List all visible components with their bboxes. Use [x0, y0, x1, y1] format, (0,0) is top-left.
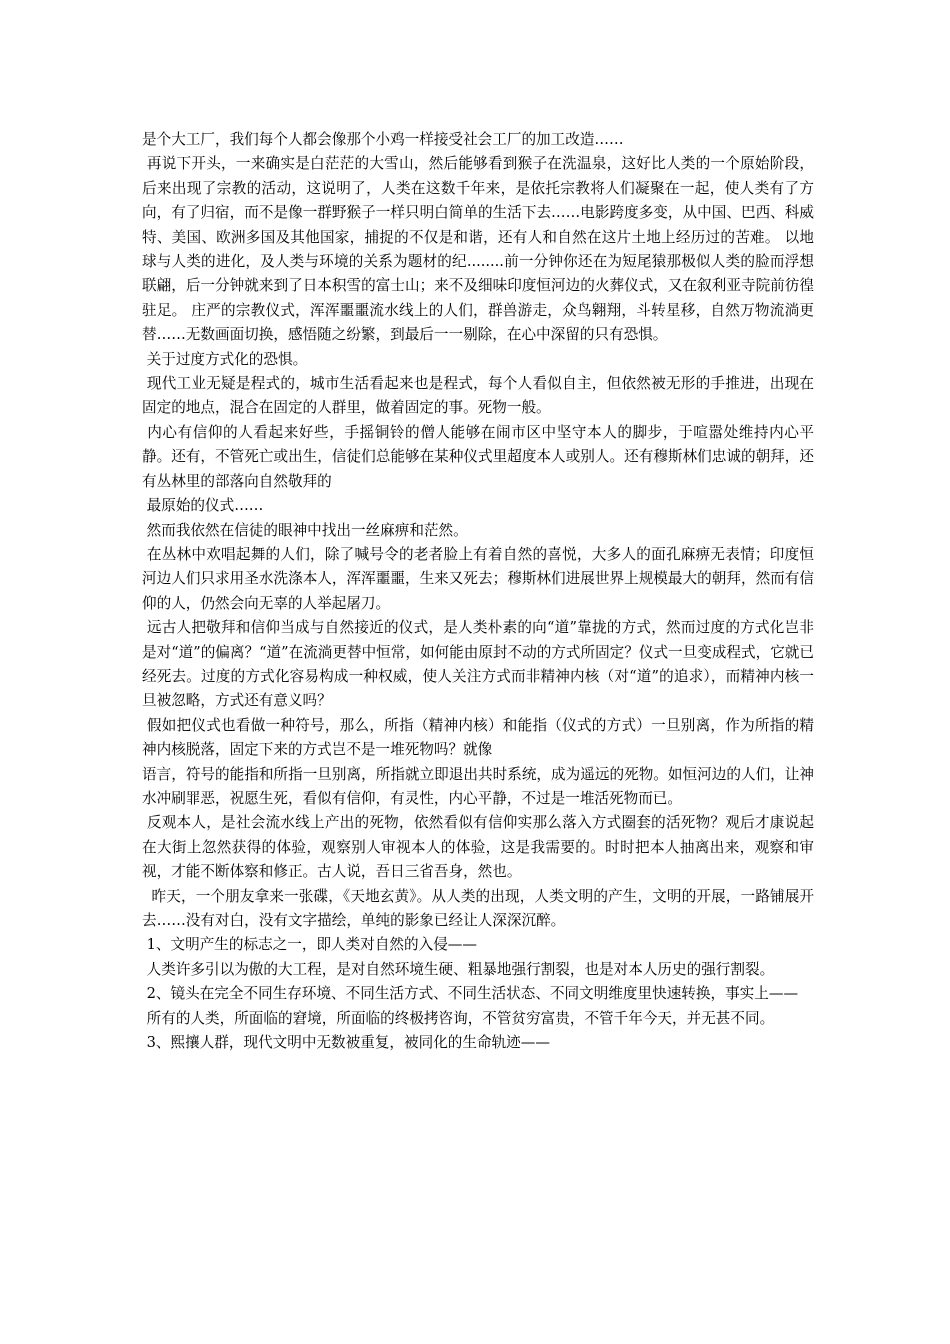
- paragraph: 反观本人，是社会流水线上产出的死物，依然看似有信仰实那么落入方式圈套的活死物？观后才康说起在大街上忽然获得的体验，观察别人审视本人的体验，这是我需要的。时时把本人抽离出来，观察和审视，才能不断体察和修正。古人说，吾日三省吾身，然也。: [142, 814, 815, 881]
- document-body: [142, 128, 814, 1055]
- paragraph: 语言，符号的能指和所指一旦别离，所指就立即退出共时系统，成为遥远的死物。如恒河边的人们，让神水冲刷罪恶，祝愿生死，看似有信仰，有灵性，内心平静，不过是一堆活死物而已。: [142, 765, 814, 807]
- paragraph: 再说下开头，一来确实是白茫茫的大雪山，然后能够看到猴子在洗温泉，这好比人类的一个原始阶段，后来出现了宗教的活动，这说明了，人类在这数千年来，是依托宗教将人们凝聚在一起，使人类有了方向，有了归宿，而不是像一群野猴子一样只明白简单的生活下去……电影跨度多变，从中国、巴西、科威特、美国、欧洲多国及其他国家，捕捉的不仅是和谐，还有人和自然在这片土地上经历过的苦难。 以地球与人类的进化，及人类与环境的关系为题材的纪........前一分钟你还在为短尾猿那极似人类的脸而浮想联翩，后一分钟就来到了日本积雪的富士山；来不及细味印度恒河边的火葬仪式，又在叙利亚寺院前彷徨驻足。 庄严的宗教仪式，浑浑噩噩流水线上的人们，群兽游走，众鸟翱翔，斗转星移，自然万物流淌更替……无数画面切换，感悟随之纷繁，到最后一一剔除，在心中深留的只有恐惧。: [142, 155, 815, 344]
- numbered-paragraph: 3、熙攘人群，现代文明中无数被重复，被同化的生命轨迹——: [142, 1034, 550, 1052]
- paragraph: 最原始的仪式……: [142, 497, 264, 515]
- paragraph: 内心有信仰的人看起来好些，手摇铜铃的僧人能够在闹市区中坚守本人的脚步，于喧嚣处维持内心平静。还有，不管死亡或出生，信徒们总能够在某种仪式里超度本人或别人。还有穆斯林们忠诚的朝拜，还有丛林里的部落向自然敬拜的: [142, 423, 814, 490]
- paragraph: 远古人把敬拜和信仰当成与自然接近的仪式，是人类朴素的向“道”靠拢的方式，然而过度的方式化岂非是对“道”的偏离？“道”在流淌更替中恒常，如何能由原封不动的方式所固定？仪式一旦变成程式，它就已经死去。过度的方式化容易构成一种权威，使人关注方式而非精神内核（对“道”的追求），而精神内核一旦被忽略，方式还有意义吗？: [142, 619, 814, 710]
- paragraph: 假如把仪式也看做一种符号，那么，所指（精神内核）和能指（仪式的方式）一旦别离，作为所指的精神内核脱落，固定下来的方式岂不是一堆死物吗？就像: [142, 716, 815, 759]
- numbered-paragraph: 2、镜头在完全不同生存环境、不同生活方式、不同生活状态、不同文明维度里快速转换，事实上——: [142, 985, 799, 1003]
- paragraph: 是个大工厂，我们每个人都会像那个小鸡一样接受社会工厂的加工改造……: [142, 131, 624, 148]
- paragraph: 在丛林中欢唱起舞的人们，除了喊号令的老者脸上有着自然的喜悦，大多人的面孔麻痹无表情；印度恒河边人们只求用圣水洗涤本人，浑浑噩噩，生来又死去；穆斯林们进展世界上规模最大的朝拜，然而有信仰的人，仍然会向无辜的人举起屠刀。: [142, 545, 815, 612]
- paragraph: 所有的人类，所面临的窘境，所面临的终极拷咨询，不管贫穷富贵，不管千年今天，并无甚不同。: [142, 1009, 775, 1027]
- paragraph: 昨天，一个朋友拿来一张碟，《天地玄黄》。从人类的出现，人类文明的产生，文明的开展，一路铺展开去……没有对白，没有文字描绘，单纯的影象已经让人深深沉醉。: [142, 887, 815, 929]
- paragraph: 现代工业无疑是程式的，城市生活看起来也是程式，每个人看似自主，但依然被无形的手推进，出现在固定的地点，混合在固定的人群里，做着固定的事。死物一般。: [142, 375, 815, 417]
- paragraph: 人类许多引以为傲的大工程，是对自然环境生硬、粗暴地强行割裂，也是对本人历史的强行割裂。: [142, 960, 775, 978]
- numbered-paragraph: 1、文明产生的标志之一，即人类对自然的入侵——: [142, 936, 477, 954]
- paragraph: 关于过度方式化的恐惧。: [142, 350, 308, 368]
- paragraph: 然而我依然在信徒的眼神中找出一丝麻痹和茫然。: [142, 521, 468, 539]
